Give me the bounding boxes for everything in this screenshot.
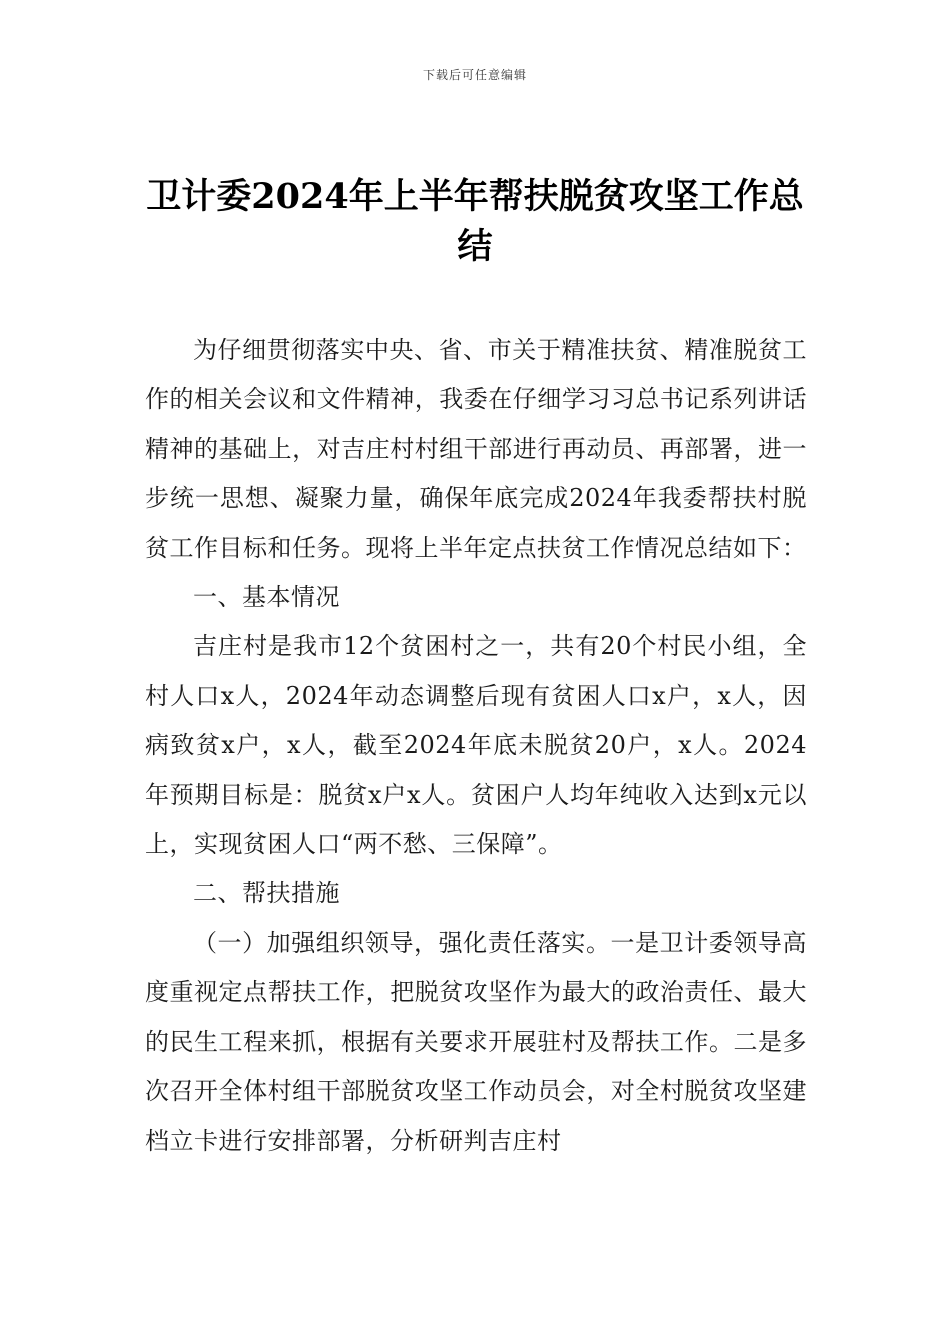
header-note: 下载后可任意编辑 (422, 68, 527, 82)
document-title: 卫计委2024年上半年帮扶脱贫攻坚工作总结 (146, 176, 804, 267)
measures-paragraph: （一）加强组织领导，强化责任落实。一是卫计委领导高度重视定点帮扶工作，把脱贫攻坚作为最大的政治责任、最大的民生工程来抓，根据有关要求开展驻村及帮扶工作。二是多次召开全体村组干部脱贫攻坚工作动员会，对全村脱贫攻坚建档立卡进行安排部署，分析研判吉庄村 (145, 928, 807, 1155)
section-heading-measures: 二、帮扶措施 (193, 879, 340, 908)
section-heading-basic-situation: 一、基本情况 (193, 583, 340, 612)
document-body (145, 326, 807, 1166)
intro-paragraph: 为仔细贯彻落实中央、省、市关于精准扶贫、精准脱贫工作的相关会议和文件精神，我委在仔细学习习总书记系列讲话精神的基础上，对吉庄村村组干部进行再动员、再部署，进一步统一思想、凝聚力量，确保年底完成2024年我委帮扶村脱贫工作目标和任务。现将上半年定点扶贫工作情况总结如下： (145, 336, 807, 562)
basic-situation-paragraph: 吉庄村是我市12个贫困村之一，共有20个村民小组，全村人口x人，2024年动态调整后现有贫困人口x户，x人，因病致贫x户，x人，截至2024年底未脱贫20户，x人。2024年预期目标是：脱贫x户x人。贫困户人均年纯收入达到x元以上，实现贫困人口“两不愁、三保障”。 (145, 632, 807, 859)
